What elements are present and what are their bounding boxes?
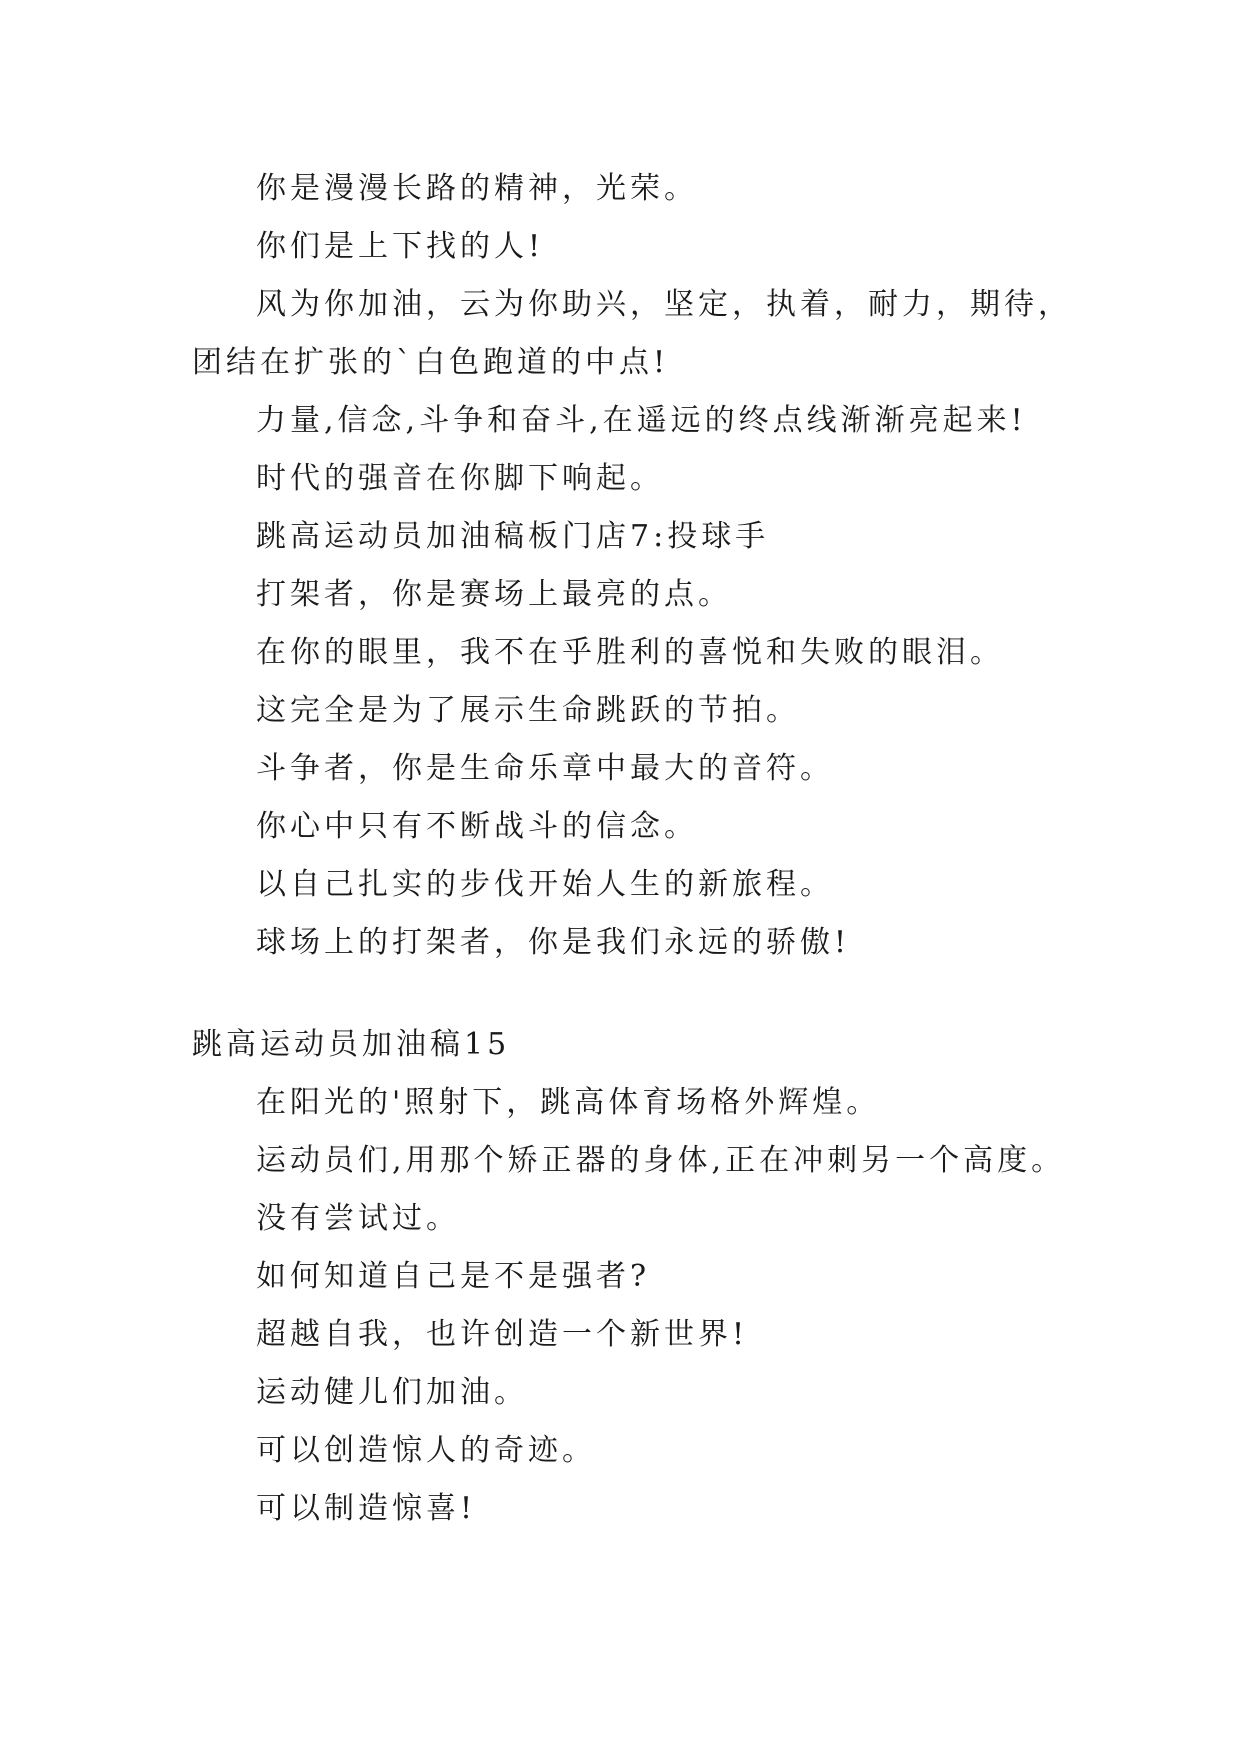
paragraph: 时代的强音在你脚下响起。 — [256, 461, 664, 496]
paragraph: 跳高运动员加油稿板门店7:投球手 — [256, 519, 770, 554]
paragraph: 超越自我，也许创造一个新世界! — [256, 1317, 749, 1352]
paragraph: 可以创造惊人的奇迹。 — [256, 1433, 596, 1468]
paragraph-continuation: 团结在扩张的`白色跑道的中点! — [192, 345, 670, 380]
paragraph: 斗争者，你是生命乐章中最大的音符。 — [256, 751, 834, 786]
paragraph: 运动员们,用那个矫正器的身体,正在冲刺另一个高度。 — [256, 1143, 1066, 1178]
paragraph: 力量,信念,斗争和奋斗,在遥远的终点线渐渐亮起来! — [256, 403, 1027, 438]
paragraph: 这完全是为了展示生命跳跃的节拍。 — [256, 693, 800, 728]
paragraph: 你们是上下找的人! — [256, 229, 545, 264]
paragraph: 以自己扎实的步伐开始人生的新旅程。 — [256, 867, 834, 902]
paragraph: 如何知道自己是不是强者? — [256, 1259, 651, 1294]
paragraph: 在阳光的'照射下，跳高体育场格外辉煌。 — [256, 1085, 881, 1120]
document-body — [192, 160, 1072, 1538]
paragraph: 可以制造惊喜! — [256, 1491, 477, 1526]
section-heading: 跳高运动员加油稿15 — [192, 1027, 511, 1062]
section-spacer — [192, 972, 1072, 1016]
paragraph: 没有尝试过。 — [256, 1201, 460, 1236]
paragraph: 你是漫漫长路的精神，光荣。 — [256, 171, 698, 206]
paragraph: 球场上的打架者，你是我们永远的骄傲! — [256, 925, 851, 960]
paragraph: 打架者，你是赛场上最亮的点。 — [256, 577, 732, 612]
paragraph: 在你的眼里，我不在乎胜利的喜悦和失败的眼泪。 — [256, 635, 1004, 670]
paragraph: 运动健儿们加油。 — [256, 1375, 528, 1410]
paragraph: 你心中只有不断战斗的信念。 — [256, 809, 698, 844]
paragraph: 风为你加油，云为你助兴，坚定，执着，耐力，期待， — [256, 287, 1072, 322]
